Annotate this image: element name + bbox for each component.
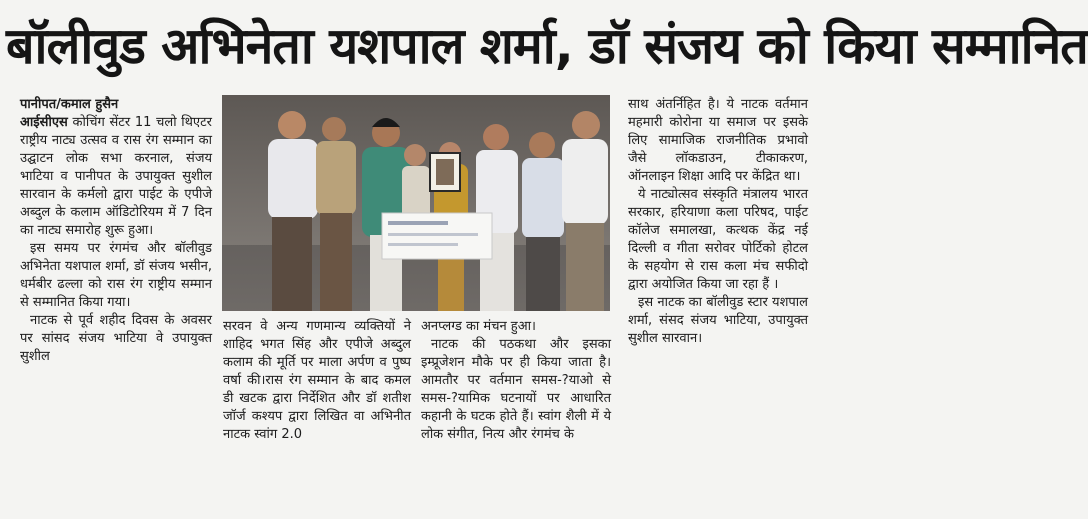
article-column-3 — [421, 318, 611, 518]
felicitation-photo-illustration — [222, 95, 610, 311]
cheque-board — [382, 213, 492, 259]
paragraph: नाटक से पूर्व शहीद दिवस के अवसर पर सांसद संजय भाटिया वे उपायुक्त सुशील — [20, 313, 212, 364]
paragraph: सरवन वे अन्य गणमान्य व्यक्तियों ने शाहिद भगत सिंह और एपीजे अब्दुल कलाम की मूर्ति पर माला अर्पण व पुष्प वर्षा की।रास रंग सम्मान के बाद कमल डी खटक द्वारा निर्देशित और डॉ शतीश जॉर्ज कश्यप द्वारा लिखित वा अभिनीत नाटक स्वांग 2.0 — [223, 319, 411, 442]
byline-paragraph — [20, 96, 212, 240]
article-column-1 — [20, 96, 212, 516]
person-2 — [316, 117, 356, 311]
lead-word: आईसीएस — [20, 115, 68, 130]
lead-text: कोचिंग सेंटर 11 चलो थिएटर राष्ट्रीय नाट्य उत्सव व रास रंग सम्मान का उद्घाटन लोक सभा करनाल, संजय भाटिया व पानीपत के उपायुक्त सुशील सारवान के कर्मलो द्वारा पाईट के एपीजे अब्दुल के कलाम ऑडिटोरियम में 7 दिन का नाट्य समारोह शुरू हुआ। — [20, 115, 212, 238]
person-1 — [268, 111, 318, 311]
article-column-2 — [223, 318, 411, 518]
news-photo — [222, 95, 610, 311]
paragraph: अनप्लग्ड का मंचन हुआ। — [421, 319, 536, 334]
headline: बॉलीवुड अभिनेता यशपाल शर्मा, डॉ संजय को किया सम्मानित — [6, 17, 1088, 75]
byline-place: पानीपत/कमाल हुसैन — [20, 97, 119, 112]
paragraph: ये नाट्योत्सव संस्कृति मंत्रालय भारत सरकार, हरियाणा कला परिषद, पाईट कॉलेज समालखा, कत्थक केंद्र नई दिल्ली व गीता सरोवर पोर्टिको होटल के सहयोग से रास कला मंच सफीदो द्वारा अयोजित किया जा रहा हैं । — [628, 187, 808, 292]
article-column-4 — [628, 96, 808, 516]
person-7 — [522, 132, 564, 311]
paragraph: नाटक की पठकथा और इसका इम्प्रूजेशन मौके पर ही किया जाता है। आमतौर पर वर्तमान समस-?याओ से समस-?यामिक घटनायों पर आधारित कहानी के घटक होते हैं। स्वांग शैली में ये लोक संगीत, नित्य और रंगमंच के — [421, 337, 611, 442]
paragraph: इस समय पर रंगमंच और बॉलीवुड अभिनेता यशपाल शर्मा, डॉ संजय भसीन, धर्मबीर ढल्ला को रास रंग राष्ट्रीय सम्मान से सम्मानित किया गया। — [20, 241, 212, 310]
paragraph: साथ अंतर्निहित है। ये नाटक वर्तमान महमारी कोरोना या समाज पर इसके लिए सामाजिक राजनीतिक प्रभावो जैसे लॉकडाउन, टीकाकरण, ऑनलाइन शिक्षा आदि पर केंद्रित था। — [628, 97, 808, 184]
framed-portrait — [430, 153, 460, 191]
paragraph: इस नाटक का बॉलीवुड स्टार यशपाल शर्मा, संसद संजय भाटिया, उपायुक्त सुशील सारवान। — [628, 295, 808, 346]
person-8 — [562, 111, 608, 311]
